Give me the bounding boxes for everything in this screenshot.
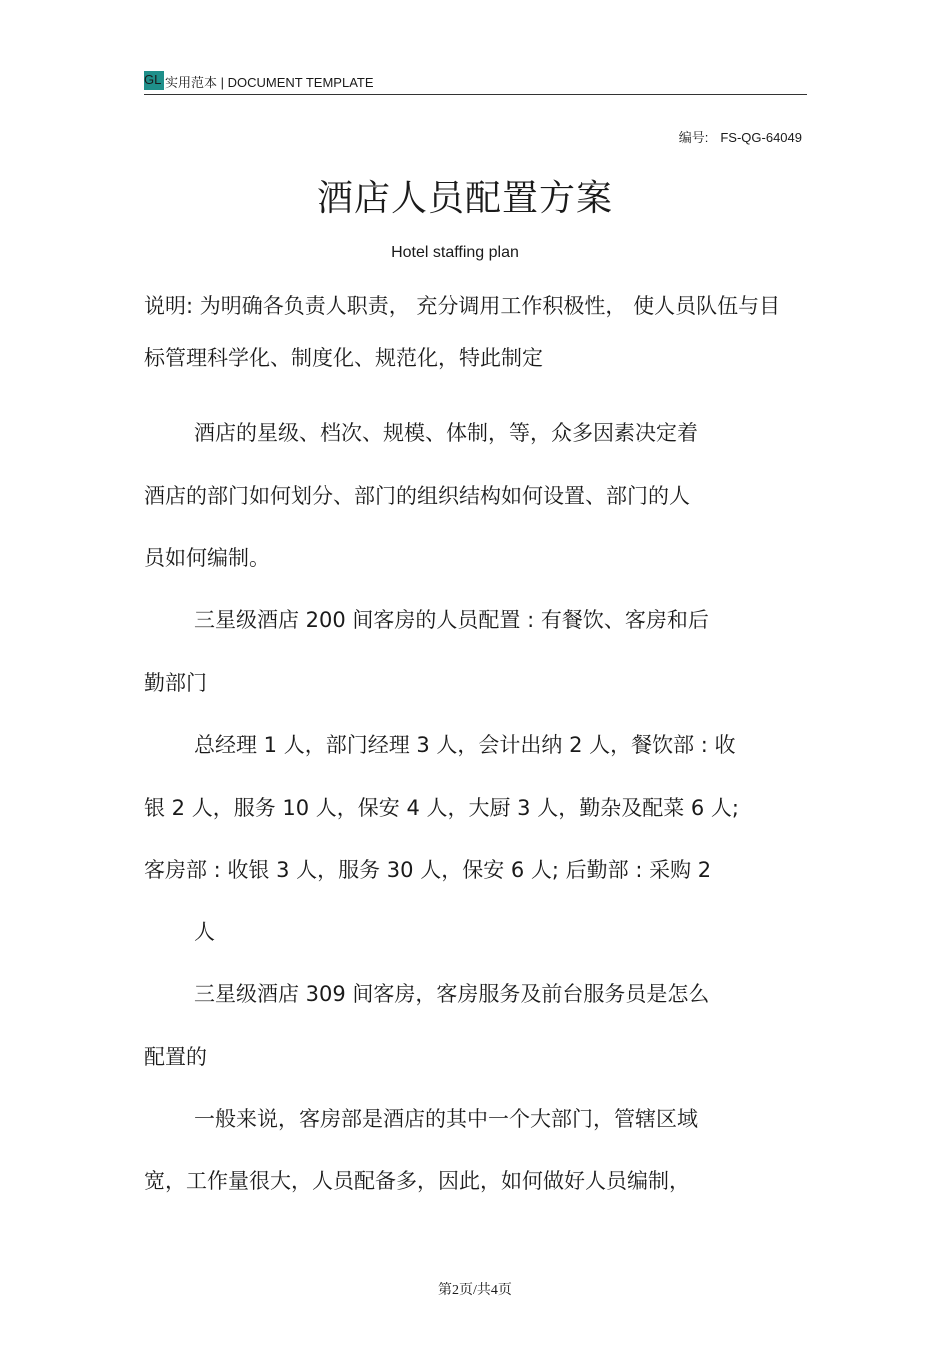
body-line: 人 <box>194 920 215 944</box>
page-title: 酒店人员配置方案 <box>316 178 613 219</box>
logo-text: GL <box>144 72 162 87</box>
page-footer: 第2页/共4页 <box>438 1283 512 1298</box>
document-number-label: 编号: <box>678 130 709 145</box>
body-line: 酒店的部门如何划分、部门的组织结构如何设置、部门的人 <box>144 484 690 508</box>
document-number-value: FS-QG-64049 <box>720 130 802 145</box>
body-line: 三星级酒店 309 间客房，客房服务及前台服务员是怎么 <box>194 982 710 1006</box>
body-line: 标管理科学化、制度化、规范化，特此制定 <box>144 346 543 370</box>
body-line: 员如何编制。 <box>144 546 270 570</box>
body-line: 一般来说，客房部是酒店的其中一个大部门，管辖区域 <box>194 1107 698 1131</box>
body-line: 三星级酒店 200 间客房的人员配置 : 有餐饮、客房和后 <box>194 608 709 632</box>
document-header <box>144 70 807 95</box>
body-line: 勤部门 <box>144 671 207 695</box>
page-subtitle: Hotel staffing plan <box>391 244 519 261</box>
body-line: 酒店的星级、档次、规模、体制，等，众多因素决定着 <box>194 421 698 445</box>
header-title: 实用范本 | DOCUMENT TEMPLATE <box>165 75 374 90</box>
body-line: 宽，工作量很大，人员配备多，因此，如何做好人员编制， <box>144 1169 690 1193</box>
document-number <box>679 127 802 146</box>
body-line: 说明: 为明确各负责人职责， 充分调用工作积极性， 使人员队伍与目 <box>144 294 781 318</box>
body-line: 银 2 人，服务 10 人，保安 4 人，大厨 3 人，勤杂及配菜 6 人; <box>144 796 739 820</box>
body-line: 客房部 : 收银 3 人，服务 30 人，保安 6 人; 后勤部 : 采购 2 <box>144 858 712 882</box>
body-line: 配置的 <box>144 1045 207 1069</box>
body-line: 总经理 1 人，部门经理 3 人，会计出纳 2 人，餐饮部 : 收 <box>194 733 736 757</box>
